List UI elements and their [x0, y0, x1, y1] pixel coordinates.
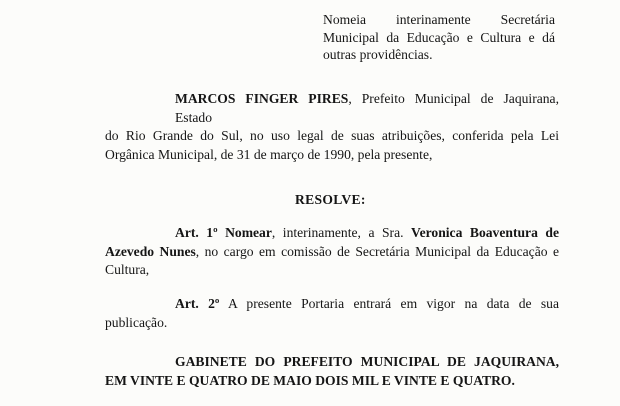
article-1-label: Art. 1º Nomear	[175, 225, 272, 240]
article-1-line-2-rest: , no cargo em comissão de Secretária Municipal da Educação e	[195, 243, 560, 259]
appointee-name-part-2: Azevedo Nunes	[105, 243, 196, 259]
ementa	[323, 11, 555, 64]
article-1-line-1-mid: , interinamente, a Sra.	[271, 225, 412, 240]
article-1-line-2	[105, 243, 559, 262]
article-1-line-1	[105, 224, 559, 243]
appointee-name-part-1: Veronica Boaventura de	[411, 225, 559, 240]
preamble-line-1-rest: , Prefeito Municipal de Jaquirana, Estado	[175, 91, 559, 125]
article-2	[105, 295, 559, 332]
closing-line-2: EM VINTE E QUATRO DE MAIO DOIS MIL E VINTE E QUATRO.	[105, 372, 515, 388]
ementa-line-1: Nomeia interinamente Secretária	[323, 12, 555, 27]
preamble-paragraph	[105, 90, 559, 164]
preamble-line-2: do Rio Grande do Sul, no uso legal de suas atribuições, conferida pela Lei	[105, 128, 559, 143]
ementa-line-3: outras providências.	[323, 47, 433, 62]
preamble-line-3: Orgânica Municipal, de 31 de março de 1990, pela presente,	[105, 146, 433, 162]
mayor-name: MARCOS FINGER PIRES	[175, 91, 349, 106]
preamble-line-1	[105, 90, 559, 127]
article-2-line-1	[105, 295, 559, 314]
article-2-line-1-rest: A presente Portaria entrará em vigor na data de sua	[219, 296, 559, 311]
article-1	[105, 224, 559, 280]
article-1-line-3: Cultura,	[105, 262, 150, 277]
closing-line-1: GABINETE DO PREFEITO MUNICIPAL DE JAQUIRANA,	[175, 354, 559, 369]
ementa-line-2: Municipal da Educação e Cultura e dá	[323, 29, 555, 45]
article-2-line-2: publicação.	[105, 314, 168, 330]
resolve-heading: RESOLVE:	[295, 192, 366, 207]
article-2-label: Art. 2º	[175, 296, 220, 311]
closing-block	[105, 353, 559, 390]
